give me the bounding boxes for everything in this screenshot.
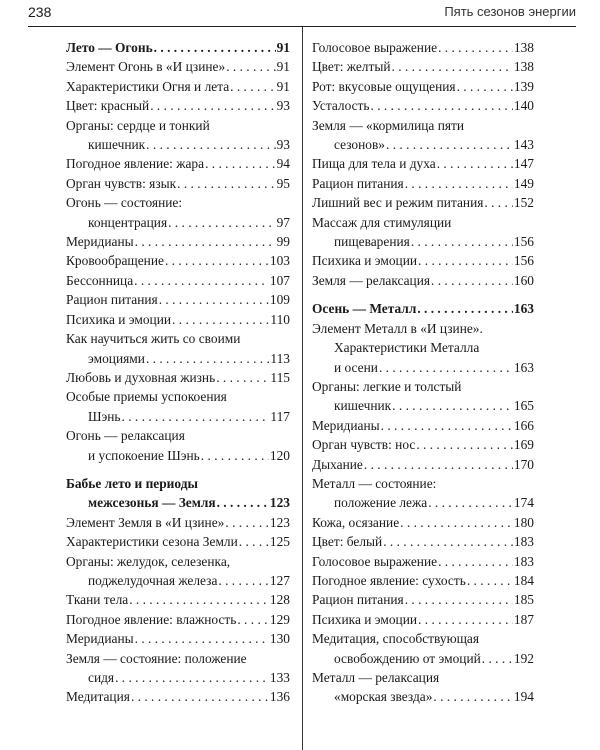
toc-entry bbox=[66, 552, 290, 591]
dot-leader bbox=[226, 57, 275, 76]
toc-entry bbox=[66, 77, 290, 96]
toc-entry-page: 123 bbox=[269, 514, 290, 530]
toc-entry-title: Усталость bbox=[312, 98, 370, 114]
toc-entry-page: 163 bbox=[513, 359, 534, 375]
toc-entry-page: 117 bbox=[270, 408, 290, 424]
dot-leader bbox=[392, 57, 513, 76]
toc-entry bbox=[312, 251, 534, 270]
toc-entry-title: Любовь и духовная жизнь bbox=[66, 369, 216, 385]
toc-entry-page: 115 bbox=[270, 369, 290, 385]
toc-entry-title: положение лежа bbox=[334, 495, 428, 511]
toc-entry-title: Огонь — релаксация bbox=[66, 428, 185, 444]
toc-entry bbox=[66, 251, 290, 270]
toc-entry-title: Лишний вес и режим питания bbox=[312, 195, 484, 211]
dot-leader bbox=[416, 435, 513, 454]
dot-leader bbox=[457, 77, 513, 96]
toc-entry bbox=[66, 290, 290, 309]
toc-entry bbox=[312, 668, 534, 707]
toc-entry-page: 91 bbox=[276, 78, 290, 94]
toc-entry bbox=[66, 38, 290, 57]
toc-entry-page: 130 bbox=[269, 631, 290, 647]
toc-entry bbox=[66, 532, 290, 551]
toc-entry bbox=[312, 455, 534, 474]
toc-entry-page: 103 bbox=[269, 253, 290, 269]
toc-entry-title: Бабье лето и периоды bbox=[66, 475, 198, 491]
dot-leader bbox=[154, 38, 276, 57]
toc-entry-title: Лето — Огонь bbox=[66, 40, 153, 55]
page-number: 238 bbox=[28, 4, 52, 20]
dot-leader bbox=[371, 96, 513, 115]
toc-entry-page: 138 bbox=[513, 59, 534, 75]
toc-entry bbox=[312, 299, 534, 318]
dot-leader bbox=[134, 271, 269, 290]
toc-entry bbox=[312, 474, 534, 513]
toc-entry bbox=[66, 310, 290, 329]
dot-leader bbox=[383, 532, 513, 551]
dot-leader bbox=[467, 571, 513, 590]
toc-entry bbox=[312, 377, 534, 416]
toc-entry-title: Рацион питания bbox=[312, 592, 404, 608]
toc-entry-page: 91 bbox=[276, 40, 290, 55]
toc-entry bbox=[66, 232, 290, 251]
toc-entry bbox=[66, 368, 290, 387]
toc-entry-page: 139 bbox=[513, 78, 534, 94]
toc-entry-page: 163 bbox=[513, 301, 534, 317]
dot-leader bbox=[418, 251, 513, 270]
toc-entry-title: Кровообращение bbox=[66, 253, 164, 269]
toc-entry-title: Орган чувств: нос bbox=[312, 437, 416, 453]
toc-entry-title: и успокоение Шэнь bbox=[88, 447, 200, 463]
dot-leader bbox=[438, 38, 513, 57]
toc-entry-title: сидя bbox=[88, 670, 115, 685]
toc-entry-title: Металл — состояние: bbox=[312, 475, 437, 491]
toc-entry bbox=[66, 649, 290, 688]
dot-leader bbox=[400, 513, 513, 532]
toc-entry-page: 110 bbox=[270, 311, 290, 327]
toc-entry-page: 194 bbox=[513, 689, 534, 705]
toc-entry-page: 170 bbox=[513, 456, 534, 472]
toc-entry-page: 180 bbox=[513, 514, 534, 530]
toc-entry-title: Элемент Земля в «И цзине» bbox=[66, 514, 225, 530]
toc-entry-page: 192 bbox=[513, 650, 534, 666]
toc-entry-page: 140 bbox=[513, 98, 534, 114]
toc-entry-title: Медитация bbox=[66, 689, 130, 705]
toc-entry-page: 152 bbox=[513, 195, 534, 211]
dot-leader bbox=[418, 610, 513, 629]
toc-entry-page: 156 bbox=[513, 253, 534, 269]
toc-entry-title: Голосовое выражение bbox=[312, 40, 438, 55]
toc-entry bbox=[66, 96, 290, 115]
toc-entry-title: Осень — Металл bbox=[312, 301, 417, 317]
toc-entry bbox=[312, 154, 534, 173]
toc-entry-page: 97 bbox=[276, 214, 290, 230]
toc-entry bbox=[66, 474, 290, 513]
dot-leader bbox=[146, 135, 275, 154]
toc-entry-page: 129 bbox=[269, 611, 290, 627]
toc-entry bbox=[66, 193, 290, 232]
dot-leader bbox=[239, 532, 269, 551]
dot-leader bbox=[417, 299, 513, 318]
dot-leader bbox=[135, 232, 276, 251]
toc-entry-title: Земля — «кормилица пяти bbox=[312, 117, 465, 133]
toc-entry-title: Земля — релаксация bbox=[312, 272, 431, 288]
toc-entry-title: Шэнь bbox=[88, 408, 121, 424]
toc-entry-title: Характеристики сезона Земли bbox=[66, 534, 238, 550]
toc-entry-title: поджелудочная железа bbox=[88, 572, 218, 588]
toc-entry-page: 136 bbox=[269, 689, 290, 705]
toc-entry bbox=[312, 271, 534, 290]
toc-entry bbox=[66, 271, 290, 290]
toc-entry-title: Меридианы bbox=[66, 631, 134, 647]
dot-leader bbox=[218, 571, 269, 590]
toc-entry-title: кишечник bbox=[88, 137, 146, 153]
toc-entry-title: Металл — релаксация bbox=[312, 670, 440, 685]
toc-entry bbox=[312, 319, 534, 377]
dot-leader bbox=[122, 407, 270, 426]
toc-entry-page: 183 bbox=[513, 553, 534, 569]
dot-leader bbox=[437, 154, 513, 173]
toc-entry-title: Психика и эмоции bbox=[312, 611, 418, 627]
toc-entry bbox=[66, 687, 290, 706]
dot-leader bbox=[411, 232, 513, 251]
toc-entry-title: Голосовое выражение bbox=[312, 553, 438, 569]
dot-leader bbox=[386, 135, 513, 154]
dot-leader bbox=[392, 396, 513, 415]
toc-entry-page: 187 bbox=[513, 611, 534, 627]
dot-leader bbox=[159, 290, 269, 309]
toc-entry-title: «морская звезда» bbox=[334, 689, 433, 705]
dot-leader bbox=[433, 687, 513, 706]
toc-entry-title: освобождению от эмоций bbox=[334, 650, 481, 666]
toc-entry-page: 185 bbox=[513, 592, 534, 608]
toc-entry-page: 143 bbox=[513, 137, 534, 153]
toc-entry-page: 160 bbox=[513, 272, 534, 288]
toc-entry-title: концентрация bbox=[88, 214, 168, 230]
dot-leader bbox=[225, 513, 269, 532]
toc-entry-page: 184 bbox=[513, 572, 534, 588]
toc-entry-title: Меридианы bbox=[66, 234, 134, 250]
toc-entry bbox=[66, 513, 290, 532]
toc-entry bbox=[66, 57, 290, 76]
dot-leader bbox=[431, 271, 513, 290]
toc-entry-title: Органы: желудок, селезенка, bbox=[66, 553, 231, 569]
toc-entry bbox=[312, 213, 534, 252]
dot-leader bbox=[165, 251, 269, 270]
toc-entry bbox=[66, 610, 290, 629]
toc-entry-page: 138 bbox=[513, 40, 534, 55]
toc-entry-page: 127 bbox=[269, 572, 290, 588]
toc-entry-page: 166 bbox=[513, 417, 534, 433]
toc-entry bbox=[312, 193, 534, 212]
dot-leader bbox=[129, 590, 269, 609]
toc-entry-page: 165 bbox=[513, 398, 534, 414]
toc-entry-page: 183 bbox=[513, 534, 534, 550]
toc-entry-page: 169 bbox=[513, 437, 534, 453]
toc-entry-title: Меридианы bbox=[312, 417, 380, 433]
toc-entry-page: 93 bbox=[276, 98, 290, 114]
dot-leader bbox=[205, 154, 276, 173]
toc-entry-title: Массаж для стимуляции bbox=[312, 214, 452, 230]
toc-entry-title: Элемент Огонь в «И цзине» bbox=[66, 59, 226, 75]
toc-entry-page: 95 bbox=[276, 175, 290, 191]
dot-leader bbox=[201, 446, 269, 465]
toc-entry-title: Рацион питания bbox=[312, 175, 404, 191]
dot-leader bbox=[172, 310, 269, 329]
toc-entry bbox=[312, 116, 534, 155]
dot-leader bbox=[115, 668, 269, 687]
toc-entry bbox=[66, 329, 290, 368]
toc-entry-page: 91 bbox=[276, 59, 290, 75]
toc-entry-title: Огонь — состояние: bbox=[66, 195, 183, 211]
toc-entry-title: Кожа, осязание bbox=[312, 514, 400, 530]
toc-entry bbox=[66, 590, 290, 609]
page-header bbox=[28, 0, 576, 27]
toc-entry-title: Земля — состояние: положение bbox=[66, 650, 247, 666]
toc-entry-page: 133 bbox=[269, 670, 290, 685]
toc-entry-title: Погодное явление: сухость bbox=[312, 572, 466, 588]
toc-entry-page: 125 bbox=[269, 534, 290, 550]
toc-entry-page: 120 bbox=[269, 447, 290, 463]
toc-entry-page: 94 bbox=[276, 156, 290, 172]
dot-leader bbox=[146, 349, 269, 368]
dot-leader bbox=[177, 174, 275, 193]
toc-entry bbox=[312, 96, 534, 115]
toc-entry-page: 123 bbox=[269, 495, 290, 511]
toc-entry-title: Дыхание bbox=[312, 456, 363, 472]
toc-entry-title: эмоциями bbox=[88, 350, 145, 366]
toc-entry-title: Особые приемы успокоения bbox=[66, 389, 227, 405]
toc-entry-page: 99 bbox=[276, 234, 290, 250]
toc-entry-page: 113 bbox=[270, 350, 290, 366]
toc-entry bbox=[66, 629, 290, 648]
toc-entry-page: 156 bbox=[513, 234, 534, 250]
toc-entry-title: Цвет: желтый bbox=[312, 59, 391, 75]
dot-leader bbox=[379, 358, 513, 377]
toc-left-column bbox=[66, 38, 290, 707]
toc-entry bbox=[312, 571, 534, 590]
dot-leader bbox=[381, 416, 513, 435]
toc-right-column bbox=[312, 38, 534, 707]
dot-leader bbox=[216, 368, 269, 387]
dot-leader bbox=[428, 493, 513, 512]
dot-leader bbox=[482, 649, 513, 668]
dot-leader bbox=[438, 552, 513, 571]
dot-leader bbox=[217, 493, 269, 512]
running-title: Пять сезонов энергии bbox=[444, 4, 576, 19]
toc-entry-page: 147 bbox=[513, 156, 534, 172]
toc-entry-title: Погодное явление: жара bbox=[66, 156, 205, 172]
toc-entry-title: сезонов» bbox=[334, 137, 385, 153]
dot-leader bbox=[405, 590, 513, 609]
toc-entry bbox=[312, 513, 534, 532]
toc-entry bbox=[312, 435, 534, 454]
toc-entry-title: Элемент Металл в «И цзине». bbox=[312, 320, 483, 336]
toc-entry-title: Органы: сердце и тонкий bbox=[66, 117, 210, 133]
toc-entry-title: Характеристики Огня и лета bbox=[66, 78, 230, 94]
toc-entry-title: Как научиться жить со своими bbox=[66, 331, 241, 347]
toc-entry-title: Пища для тела и духа bbox=[312, 156, 436, 172]
dot-leader bbox=[150, 96, 275, 115]
toc-entry-page: 128 bbox=[269, 592, 290, 608]
toc-entry-title: кишечник bbox=[334, 398, 392, 414]
toc-entry-page: 107 bbox=[269, 272, 290, 288]
dot-leader bbox=[168, 213, 276, 232]
toc-entry bbox=[312, 57, 534, 76]
toc-entry bbox=[312, 174, 534, 193]
toc-entry-title: Органы: легкие и толстый bbox=[312, 378, 462, 394]
toc-entry-title: Орган чувств: язык bbox=[66, 175, 177, 191]
toc-entry bbox=[66, 154, 290, 173]
toc-entry-title: межсезонья — Земля bbox=[88, 495, 216, 511]
toc-entry bbox=[312, 38, 534, 57]
toc-entry bbox=[66, 387, 290, 426]
dot-leader bbox=[230, 77, 275, 96]
toc-entry-title: Психика и эмоции bbox=[312, 253, 418, 269]
dot-leader bbox=[131, 687, 269, 706]
dot-leader bbox=[484, 193, 513, 212]
toc-entry bbox=[66, 174, 290, 193]
column-divider bbox=[302, 27, 303, 750]
toc-entry bbox=[312, 532, 534, 551]
toc-entry bbox=[312, 590, 534, 609]
toc-entry-title: Ткани тела bbox=[66, 592, 129, 608]
toc-entry bbox=[312, 77, 534, 96]
toc-entry-page: 109 bbox=[269, 292, 290, 308]
toc-entry bbox=[66, 116, 290, 155]
toc-entry bbox=[312, 552, 534, 571]
toc-entry-title: Рот: вкусовые ощущения bbox=[312, 78, 456, 94]
toc-entry-title: и осени bbox=[334, 359, 378, 375]
toc-entry-title: Бессонница bbox=[66, 272, 134, 288]
toc-entry-title: Медитация, способствующая bbox=[312, 631, 479, 647]
toc-entry-title: пищеварения bbox=[334, 234, 410, 250]
dot-leader bbox=[237, 610, 269, 629]
toc-entry bbox=[312, 610, 534, 629]
toc-entry-title: Характеристики Металла bbox=[334, 340, 480, 356]
toc-entry-page: 174 bbox=[513, 495, 534, 511]
toc-entry bbox=[312, 416, 534, 435]
toc-entry-page: 149 bbox=[513, 175, 534, 191]
toc-entry-title: Цвет: белый bbox=[312, 534, 383, 550]
dot-leader bbox=[135, 629, 269, 648]
toc-entry bbox=[66, 426, 290, 465]
toc-entry-title: Психика и эмоции bbox=[66, 311, 172, 327]
toc-entry-title: Цвет: красный bbox=[66, 98, 150, 114]
dot-leader bbox=[405, 174, 513, 193]
dot-leader bbox=[364, 455, 513, 474]
toc-entry bbox=[312, 629, 534, 668]
toc-entry-page: 93 bbox=[276, 137, 290, 153]
toc-entry-title: Рацион питания bbox=[66, 292, 158, 308]
toc-entry-title: Погодное явление: влажность bbox=[66, 611, 237, 627]
